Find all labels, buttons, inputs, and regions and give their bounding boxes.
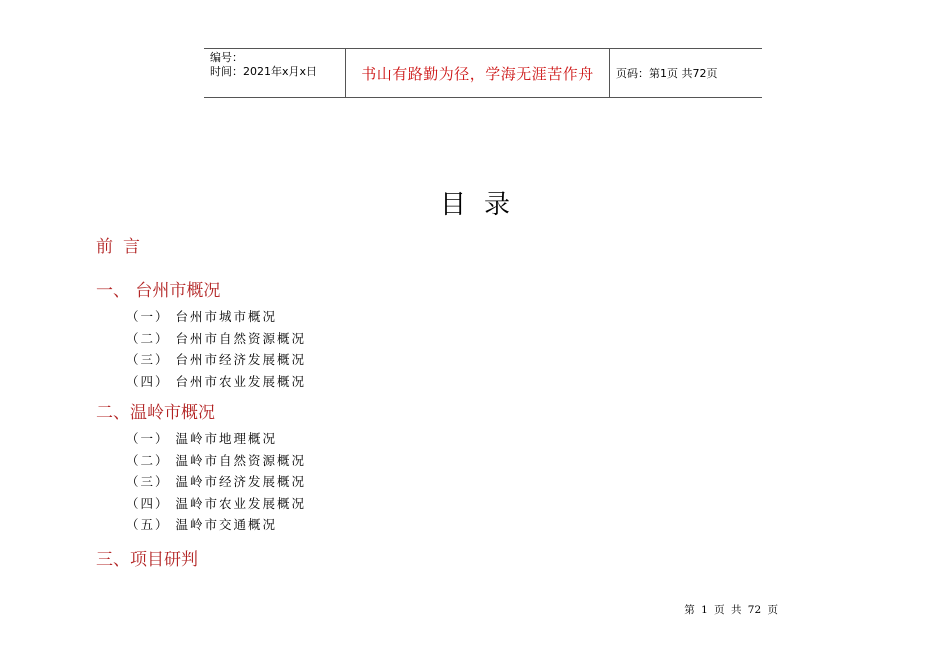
table-of-contents (96, 232, 796, 570)
toc-subsection-item[interactable]: （三） 温岭市经济发展概况 (126, 474, 306, 489)
page-header (204, 48, 762, 98)
toc-preface[interactable]: 前言 (96, 237, 150, 257)
toc-subsection-list (96, 428, 796, 536)
header-meta (204, 49, 346, 97)
toc-subsection-item[interactable]: （二） 台州市自然资源概况 (126, 330, 306, 346)
toc-subsection-item[interactable]: （四） 温岭市农业发展概况 (126, 495, 306, 511)
header-page-label: 页码：第1页 共72页 (616, 67, 718, 80)
toc-subsection-item[interactable]: （四） 台州市农业发展概况 (126, 373, 306, 389)
toc-subsection-item[interactable]: （二） 温岭市自然资源概况 (126, 452, 306, 468)
document-number-label: 编号： (210, 51, 243, 64)
toc-subsection-item[interactable]: （三） 台州市经济发展概况 (126, 352, 306, 367)
toc-section-heading[interactable]: 三、项目研判 (96, 549, 198, 570)
document-date-label: 时间：2021年x月x日 (210, 65, 318, 78)
toc-section-heading[interactable]: 二、温岭市概况 (96, 403, 215, 423)
toc-subsection-item[interactable]: （五） 温岭市交通概况 (126, 517, 277, 532)
toc-subsection-item[interactable]: （一） 温岭市地理概况 (126, 431, 277, 446)
toc-subsection-list (96, 306, 796, 392)
toc-section-heading[interactable]: 一、 台州市概况 (96, 281, 221, 301)
toc-subsection-item[interactable]: （一） 台州市城市概况 (126, 309, 277, 324)
header-motto: 书山有路勤为径，学海无涯苦作舟 (346, 49, 610, 97)
page-footer: 第 1 页 共 72 页 (684, 604, 778, 616)
document-title: 目录 (439, 190, 528, 220)
